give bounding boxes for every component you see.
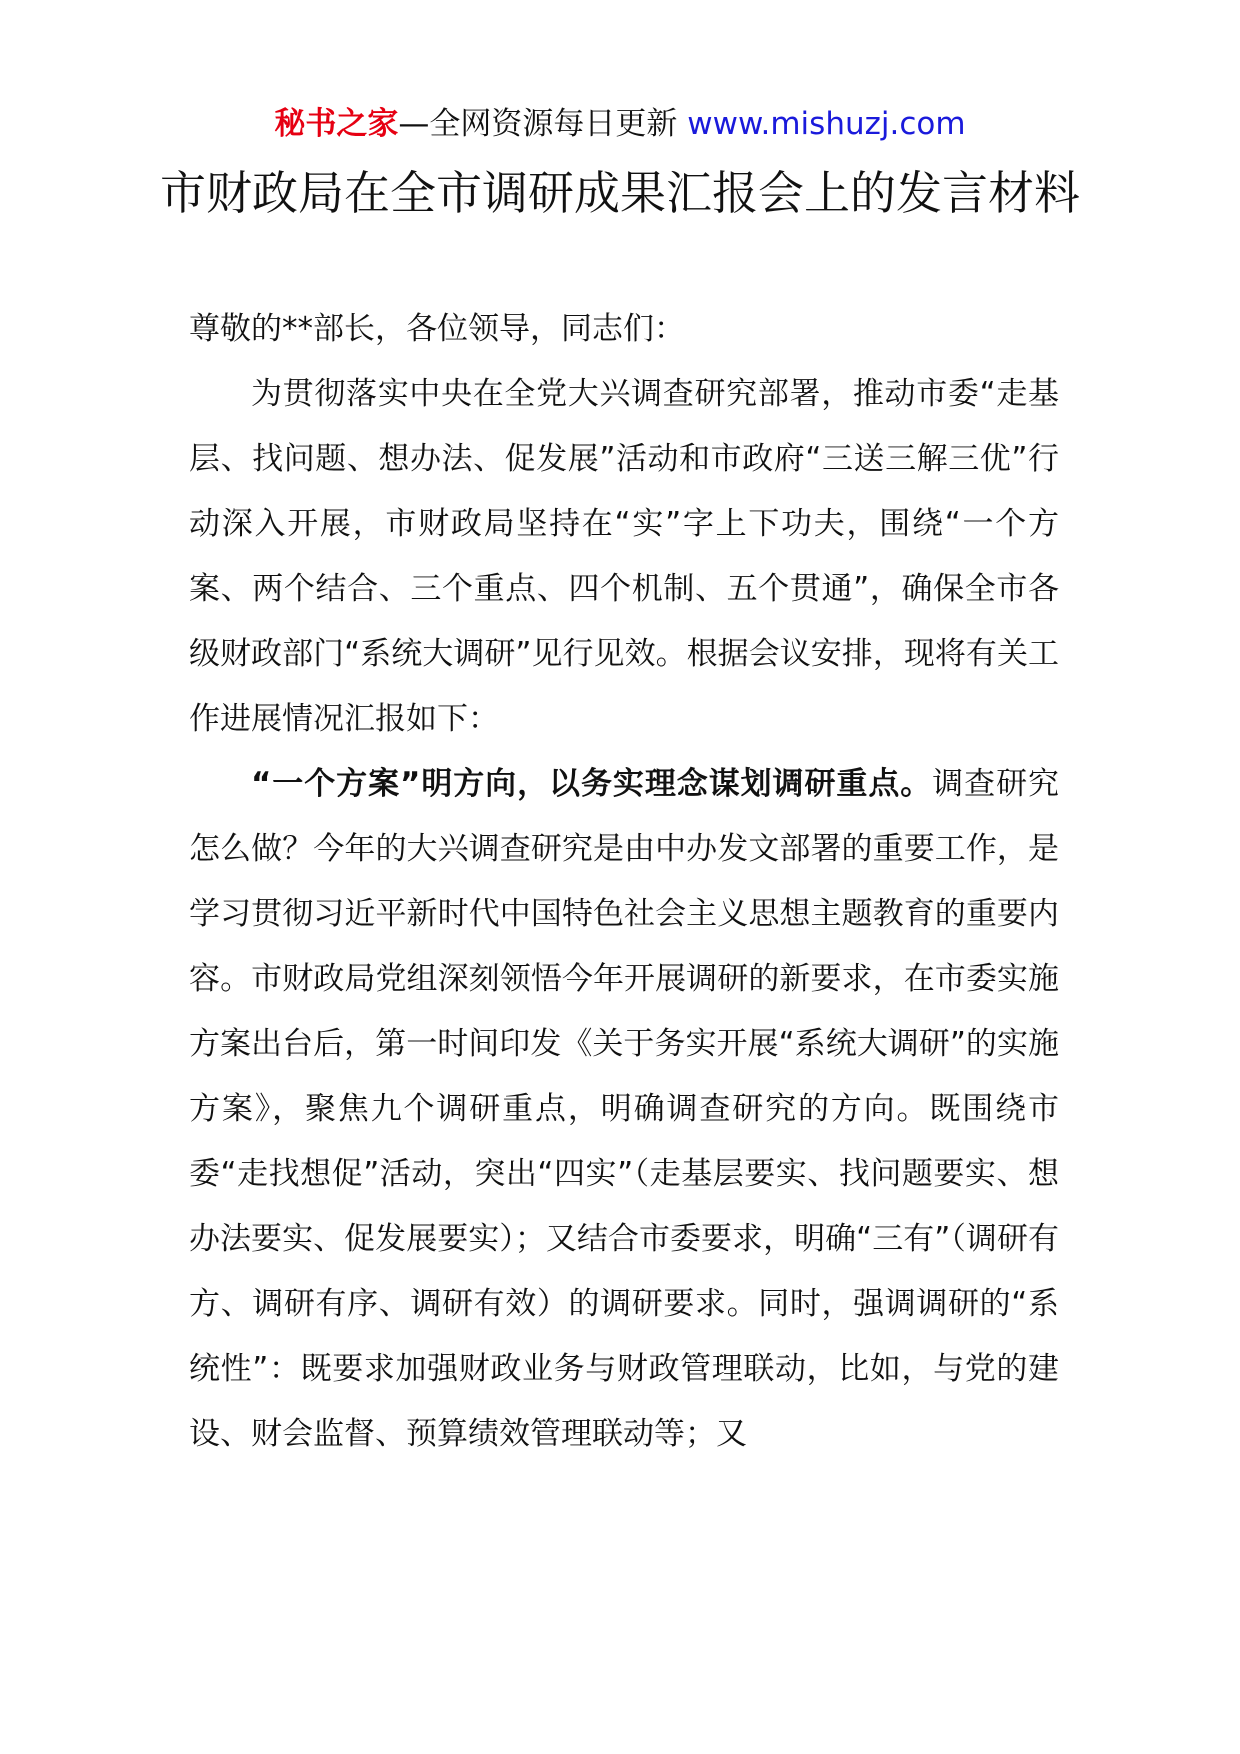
paragraph-intro [189, 362, 1059, 752]
paragraph-one-plan [189, 752, 1059, 1467]
header-tagline: —全网资源每日更新 [398, 106, 678, 142]
site-header [0, 104, 1240, 144]
document-title: 市财政局在全市调研成果汇报会上的发言材料 [160, 166, 1080, 220]
site-url-link[interactable]: www.mishuzj.com [687, 106, 966, 142]
brand-name: 秘书之家 [274, 106, 399, 142]
paragraph-heading: “一个方案”明方向，以务实理念谋划调研重点。 [251, 766, 933, 802]
paragraph-text: 为贯彻落实中央在全党大兴调查研究部署，推动市委“走基层、找问题、想办法、促发展”活动和市政府“三送三解三优”行动深入开展，市财政局坚持在“实”字上下功夫，围绕“一个方案、两个结合、三个重点、四个机制、五个贯通”，确保全市各级财政部门“系统大调研”见行见效。根据会议安排，现将有关工作进展情况汇报如下： [189, 376, 1059, 737]
salutation: 尊敬的**部长，各位领导，同志们： [189, 311, 685, 347]
document-body [189, 297, 1059, 1467]
paragraph-text: 调查研究怎么做？今年的大兴调查研究是由中办发文部署的重要工作，是学习贯彻习近平新时代中国特色社会主义思想主题教育的重要内容。市财政局党组深刻领悟今年开展调研的新要求，在市委实施方案出台后，第一时间印发《关于务实开展“系统大调研”的实施方案》，聚焦九个调研重点，明确调查研究的方向。既围绕市委“走找想促”活动，突出“四实”（走基层要实、找问题要实、想办法要实、促发展要实）；又结合市委要求，明确“三有”（调研有方、调研有序、调研有效）的调研要求。同时，强调调研的“系统性”：既要求加强财政业务与财政管理联动，比如，与党的建设、财会监督、预算绩效管理联动等；又 [189, 766, 1060, 1452]
